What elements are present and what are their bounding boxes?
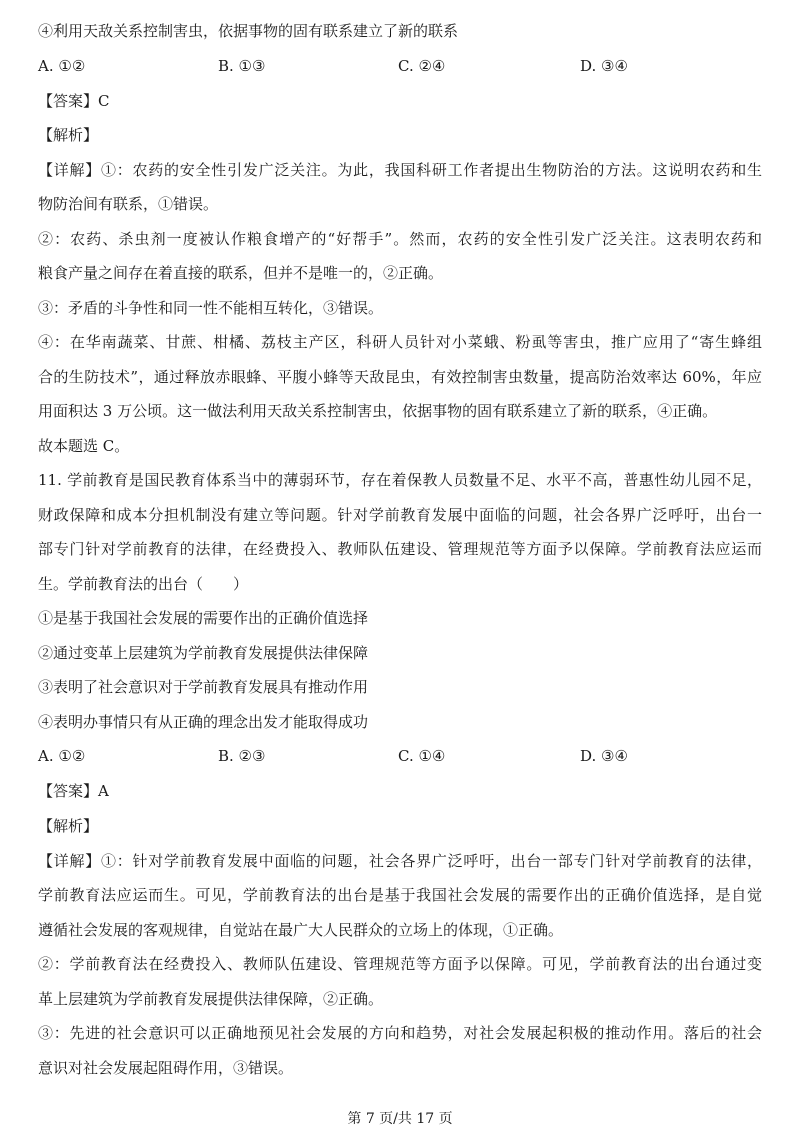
q11-option-d: D. ③④ [580,747,628,765]
q11-detail-line: 遵循社会发展的客观规律，自觉站在最广大人民群众的立场上的体现，①正确。 [38,921,564,939]
q10-options [38,55,762,77]
q10-conclusion: 故本题选 C。 [38,437,130,455]
q11-item-4: ④表明办事情只有从正确的理念出发才能取得成功 [38,713,369,731]
q10-detail-line: ③：矛盾的斗争性和同一性不能相互转化，③错误。 [38,299,384,317]
q11-options [38,745,762,767]
q10-option-c: C. ②④ [398,57,446,75]
q10-detail-line: 用面积达 3 万公顷。这一做法利用天敌关系控制害虫，依据事物的固有联系建立了新的联系，④正确。 [38,402,718,420]
page-footer: 第 7 页/共 17 页 [347,1111,453,1127]
q10-detail-line: ④：在华南蔬菜、甘蔗、柑橘、荔枝主产区，科研人员针对小菜蛾、粉虱等害虫，推广应用了“寄生蜂组 [38,333,762,351]
q11-stem-line: 生。学前教育法的出台（ ） [38,575,249,593]
q11-option-b: B. ②③ [218,747,266,765]
q11-item-1: ①是基于我国社会发展的需要作出的正确价值选择 [38,609,369,627]
q10-detail-line: 粮食产量之间存在着直接的联系，但并不是唯一的，②正确。 [38,264,444,282]
q11-detail-line: 学前教育法应运而生。可见，学前教育法的出台是基于我国社会发展的需要作出的正确价值选择，是自觉 [38,886,762,904]
q10-detail-line: 物防治间有联系，①错误。 [38,195,219,213]
q11-analysis-label: 【解析】 [38,817,99,835]
q10-option-d: D. ③④ [580,57,628,75]
q11-detail-line: 革上层建筑为学前教育发展提供法律保障，②正确。 [38,990,384,1008]
q11-stem-line: 部专门针对学前教育的法律，在经费投入、教师队伍建设、管理规范等方面予以保障。学前教育法应运而 [38,540,762,558]
q11-answer: 【答案】A [38,782,109,800]
q11-stem-line: 财政保障和成本分担机制没有建立等问题。针对学前教育发展中面临的问题，社会各界广泛呼吁，出台一 [38,506,762,524]
q11-option-a: A. ①② [38,747,86,765]
q11-detail-line: ②：学前教育法在经费投入、教师队伍建设、管理规范等方面予以保障。可见，学前教育法的出台通过变 [38,955,762,973]
q11-detail-line: 【详解】①：针对学前教育发展中面临的问题，社会各界广泛呼吁，出台一部专门针对学前教育的法律， [38,852,762,870]
q10-item-4: ④利用天敌关系控制害虫，依据事物的固有联系建立了新的联系 [38,22,459,40]
q10-detail-line: 合的生防技术”，通过释放赤眼蜂、平腹小蜂等天敌昆虫，有效控制害虫数量，提高防治效率达 60%，年应 [38,368,762,386]
q11-option-c: C. ①④ [398,747,446,765]
q11-detail-line: 意识对社会发展起阻碍作用，③错误。 [38,1059,294,1077]
q11-item-2: ②通过变革上层建筑为学前教育发展提供法律保障 [38,644,369,662]
q10-detail-line: ②：农药、杀虫剂一度被认作粮食增产的“好帮手”。然而，农药的安全性引发广泛关注。这表明农药和 [38,230,762,248]
q10-answer: 【答案】C [38,92,110,110]
q11-detail-line: ③：先进的社会意识可以正确地预见社会发展的方向和趋势，对社会发展起积极的推动作用。落后的社会 [38,1024,762,1042]
q10-option-a: A. ①② [38,57,86,75]
q10-analysis-label: 【解析】 [38,126,99,144]
q11-item-3: ③表明了社会意识对于学前教育发展具有推动作用 [38,678,369,696]
q10-option-b: B. ①③ [218,57,266,75]
q10-detail-line: 【详解】①：农药的安全性引发广泛关注。为此，我国科研工作者提出生物防治的方法。这说明农药和生 [38,161,762,179]
q11-stem-line: 11. 学前教育是国民教育体系当中的薄弱环节，存在着保教人员数量不足、水平不高，普惠性幼儿园不足， [38,471,762,489]
